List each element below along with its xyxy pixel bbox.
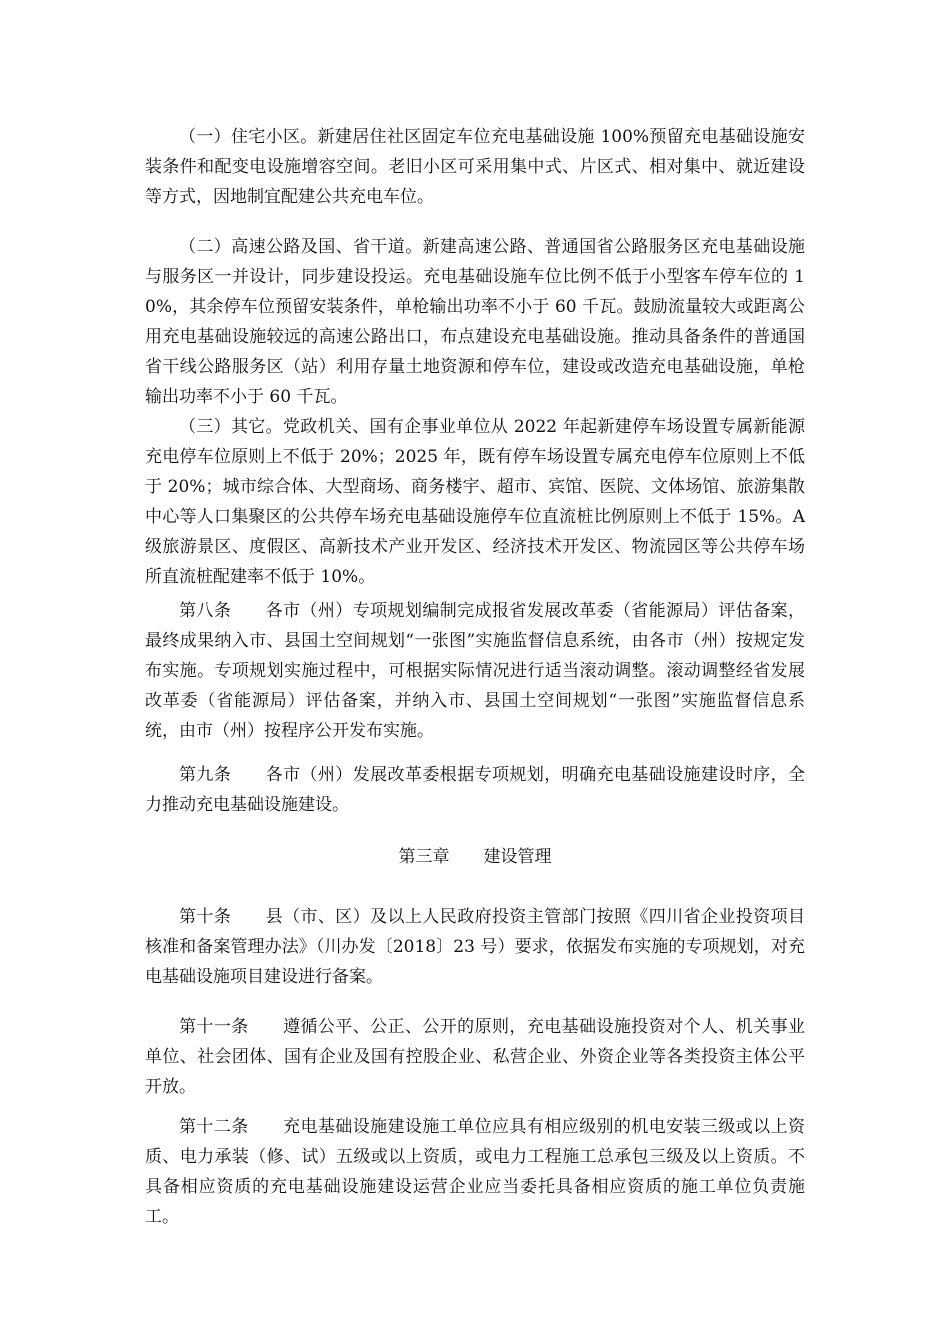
paragraph-text: （一）住宅小区。新建居住社区固定车位充电基础设施 100%预留充电基础设施安装条件和配变电设施增容空间。老旧小区可采用集中式、片区式、相对集中、就近建设等方式，因地制宜配建公共充电车位。 [145,127,805,207]
article-label: 第十条 [179,907,232,927]
article-10 [145,902,805,992]
article-label: 第十二条 [179,1117,249,1137]
article-12 [145,1112,805,1232]
article-label: 第九条 [179,765,232,785]
paragraph-other [145,412,805,592]
article-8 [145,596,805,746]
article-9 [145,760,805,820]
article-text: 各市（州）专项规划编制完成报省发展改革委（省能源局）评估备案，最终成果纳入市、县国土空间规划“一张图”实施监督信息系统，由各市（州）按规定发布实施。专项规划实施过程中，可根据实际情况进行适当滚动调整。滚动调整经省发展改革委（省能源局）评估备案，并纳入市、县国土空间规划“一张图”实施监督信息系统，由市（州）按程序公开发布实施。 [145,601,806,741]
chapter-heading [145,842,805,872]
article-label: 第八条 [179,601,232,621]
article-text: 县（市、区）及以上人民政府投资主管部门按照《四川省企业投资项目核准和备案管理办法》（川办发〔2018〕23 号）要求，依据发布实施的专项规划，对充电基础设施项目建设进行备案。 [145,907,806,987]
paragraph-text: （三）其它。党政机关、国有企事业单位从 2022 年起新建停车场设置专属新能源充电停车位原则上不低于 20%；2025 年，既有停车场设置专属充电停车位原则上不低于 20%；城市综合体、大型商场、商务楼宇、超市、宾馆、医院、文体场馆、旅游集散中心等人口集聚区的公共停车场充电基础设施停车位直流桩比例原则上不低于 15%。A 级旅游景区、度假区、高新技术产业开发区、经济技术开发区、物流园区等公共停车场所直流桩配建率不低于 10%。 [145,417,805,587]
paragraph-text: （二）高速公路及国、省干道。新建高速公路、普通国省公路服务区充电基础设施与服务区一并设计，同步建设投运。充电基础设施车位比例不低于小型客车停车位的 10%，其余停车位预留安装条件，单枪输出功率不小于 60 千瓦。鼓励流量较大或距离公用充电基础设施较远的高速公路出口，布点建设充电基础设施。推动具备条件的普通国省干线公路服务区（站）利用存量土地资源和停车位，建设或改造充电基础设施，单枪输出功率不小于 60 千瓦。 [145,237,805,407]
article-text: 充电基础设施建设施工单位应具有相应级别的机电安装三级或以上资质、电力承装（修、试）五级或以上资质，或电力工程施工总承包三级及以上资质。不具备相应资质的充电基础设施建设运营企业应当委托具备相应资质的施工单位负责施工。 [145,1117,806,1227]
article-label: 第十一条 [179,1017,249,1037]
paragraph-highway [145,232,805,412]
chapter-title: 建设管理 [483,847,552,867]
article-text: 各市（州）发展改革委根据专项规划，明确充电基础设施建设时序，全力推动充电基础设施建设。 [145,765,806,815]
article-text: 遵循公平、公正、公开的原则，充电基础设施投资对个人、机关事业单位、社会团体、国有企业及国有控股企业、私营企业、外资企业等各类投资主体公平开放。 [145,1017,806,1097]
article-11 [145,1012,805,1102]
paragraph-residential [145,122,805,212]
chapter-number: 第三章 [398,847,450,867]
